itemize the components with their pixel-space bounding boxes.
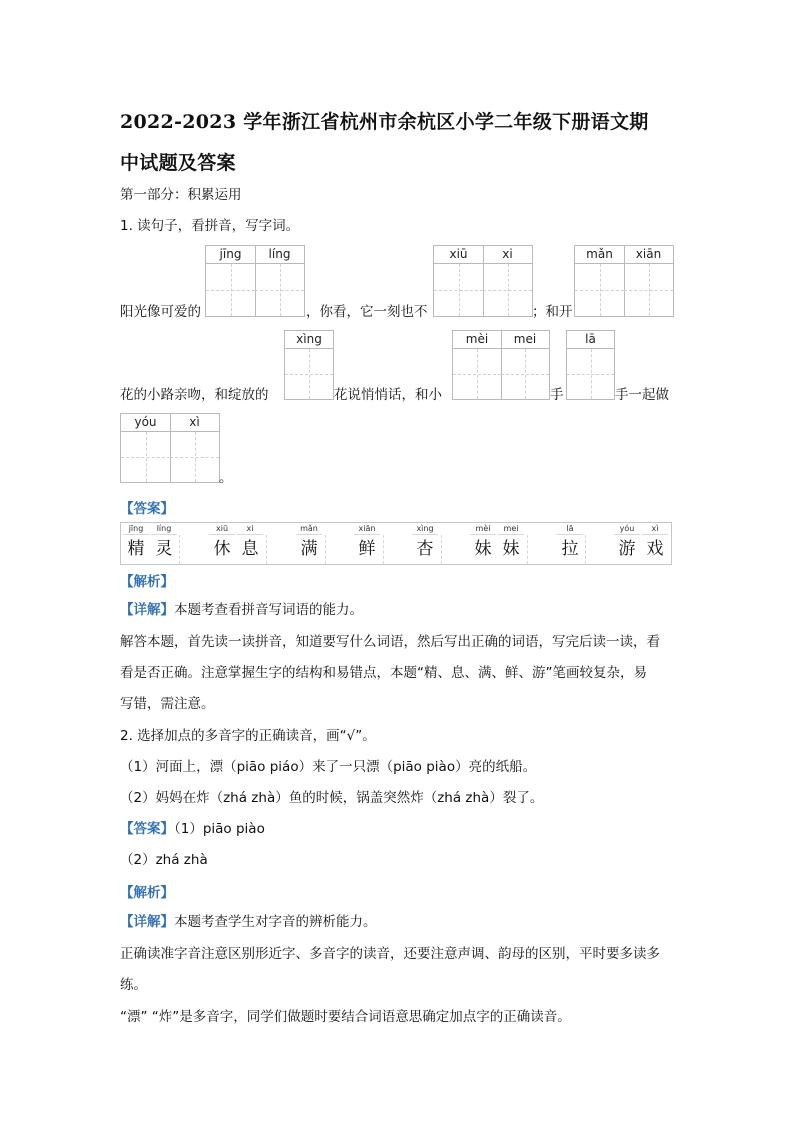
- answer-pinyin: mǎn: [296, 523, 322, 535]
- answer-char-cell: [614, 523, 640, 564]
- detail-text: 本题考查看拼音写词语的能力。: [174, 602, 363, 618]
- page-title: 2022-2023 学年浙江省杭州市余杭区小学二年级下册语文期: [120, 111, 649, 133]
- pinyin-label: jīng: [206, 246, 255, 264]
- answer-char-cell: [557, 523, 583, 564]
- section-heading: 第一部分：积累运用: [120, 187, 242, 203]
- pinyin-box-meimei: [452, 330, 550, 400]
- detail-label: 【详解】: [120, 602, 174, 618]
- sentence-fragment: 花说悄悄话，和小: [334, 387, 442, 403]
- analysis-text: 看是否正确。注意掌握生字的结构和易错点，本题“精、息、满、鲜、游”笔画较复杂，易: [120, 665, 647, 681]
- question-2-prompt: 2. 选择加点的多音字的正确读音，画“√”。: [120, 728, 376, 744]
- detail-paragraph: [120, 912, 377, 932]
- answer-label: 【答案】: [120, 821, 174, 837]
- pinyin-label: xiān: [624, 246, 673, 264]
- pinyin-box-xiuxi: [433, 245, 533, 317]
- pinyin-box-xing: [284, 330, 334, 400]
- pinyin-box-jingling: [205, 245, 305, 317]
- pinyin-box-youxi: [120, 413, 220, 483]
- analysis-label: 【解析】: [120, 574, 174, 590]
- answer-pinyin: mei: [498, 523, 524, 535]
- analysis-label: 【解析】: [120, 885, 174, 901]
- answer-char: 精: [127, 539, 145, 559]
- answer-pinyin: xìng: [412, 523, 438, 535]
- analysis-text: 写错，需注意。: [120, 696, 215, 712]
- sentence-fragment: ；和开: [532, 304, 573, 320]
- answer-char: 杏: [416, 539, 434, 559]
- question-2-sentence: （1）河面上，漂（piāo piáo）来了一只漂（piāo piào）亮的纸船。: [120, 759, 537, 775]
- answer-pinyin: xiū: [209, 523, 235, 535]
- sentence-end: 。: [219, 470, 233, 486]
- answer-pinyin: yóu: [614, 523, 640, 535]
- pinyin-label: mei: [501, 331, 549, 349]
- pinyin-label: xi: [483, 246, 532, 264]
- answer-pinyin: mèi: [470, 523, 496, 535]
- answer-pinyin: líng: [151, 523, 177, 535]
- question-2-sentence: （2）妈妈在炸（zhá zhà）鱼的时候，锅盖突然炸（zhá zhà）裂了。: [120, 790, 544, 806]
- answer-char: 拉: [561, 539, 579, 559]
- sentence-fragment: 手一起做: [615, 387, 669, 403]
- pinyin-label: mèi: [453, 331, 501, 349]
- answer-char-cell: [209, 523, 235, 564]
- answer-char-cell: [498, 523, 524, 564]
- answer-char-cell: [237, 523, 263, 564]
- answer-char-cell: [412, 523, 438, 564]
- pinyin-label: líng: [255, 246, 304, 264]
- page-title-cont: 中试题及答案: [120, 152, 236, 174]
- analysis-text: 解答本题，首先读一读拼音，知道要写什么词语，然后写出正确的词语，写完后读一读，看: [120, 634, 660, 650]
- detail-label: 【详解】: [120, 914, 174, 930]
- answer-char: 戏: [646, 539, 664, 559]
- answer-char: 休: [213, 539, 231, 559]
- pinyin-box-manxian: [574, 245, 674, 317]
- answer-pinyin: xiān: [354, 523, 380, 535]
- pinyin-box-la: [566, 330, 615, 400]
- sentence-fragment: ，你看，它一刻也不: [306, 304, 428, 320]
- answer-text: （2）zhá zhà: [120, 852, 208, 868]
- answer-label: 【答案】: [120, 501, 174, 517]
- sentence-fragment: 手: [550, 387, 564, 403]
- answer-pinyin: xi: [237, 523, 263, 535]
- answer-char-cell: [151, 523, 177, 564]
- pinyin-label: mǎn: [575, 246, 624, 264]
- analysis-text: 正确读准字音注意区别形近字、多音字的读音，还要注意声调、韵母的区别，平时要多读多: [120, 946, 660, 962]
- answer-char-cell: [470, 523, 496, 564]
- answer-paragraph: [120, 819, 265, 839]
- answer-char: 鲜: [358, 539, 376, 559]
- pinyin-label: yóu: [121, 414, 170, 432]
- pinyin-label: xì: [170, 414, 219, 432]
- answer-char-cell: [642, 523, 668, 564]
- detail-text: 本题考查学生对字音的辨析能力。: [174, 914, 377, 930]
- detail-paragraph: [120, 600, 363, 620]
- answer-char-cell: [296, 523, 322, 564]
- pinyin-label: xìng: [285, 331, 333, 349]
- sentence-fragment: 花的小路亲吻，和绽放的: [120, 387, 269, 403]
- answer-char: 妹: [502, 539, 520, 559]
- answer-char: 妹: [474, 539, 492, 559]
- analysis-text: “漂” “炸”是多音字，同学们做题时要结合词语意思确定加点字的正确读音。: [120, 1009, 571, 1025]
- answer-char-cell: [354, 523, 380, 564]
- question-1-prompt: 1. 读句子，看拼音，写字词。: [120, 218, 300, 234]
- answer-char-cell: [123, 523, 149, 564]
- pinyin-label: lā: [567, 331, 614, 349]
- answer-pinyin: xì: [642, 523, 668, 535]
- answer-char: 游: [618, 539, 636, 559]
- pinyin-label: xiū: [434, 246, 483, 264]
- answer-char: 满: [300, 539, 318, 559]
- answer-text: （1）piāo piào: [174, 821, 265, 837]
- answer-char: 息: [241, 539, 259, 559]
- analysis-text: 练。: [120, 977, 147, 993]
- answer-char: 灵: [155, 539, 173, 559]
- answer-pinyin: jīng: [123, 523, 149, 535]
- answer-strip: [120, 522, 672, 565]
- sentence-fragment: 阳光像可爱的: [120, 304, 201, 320]
- answer-pinyin: lā: [557, 523, 583, 535]
